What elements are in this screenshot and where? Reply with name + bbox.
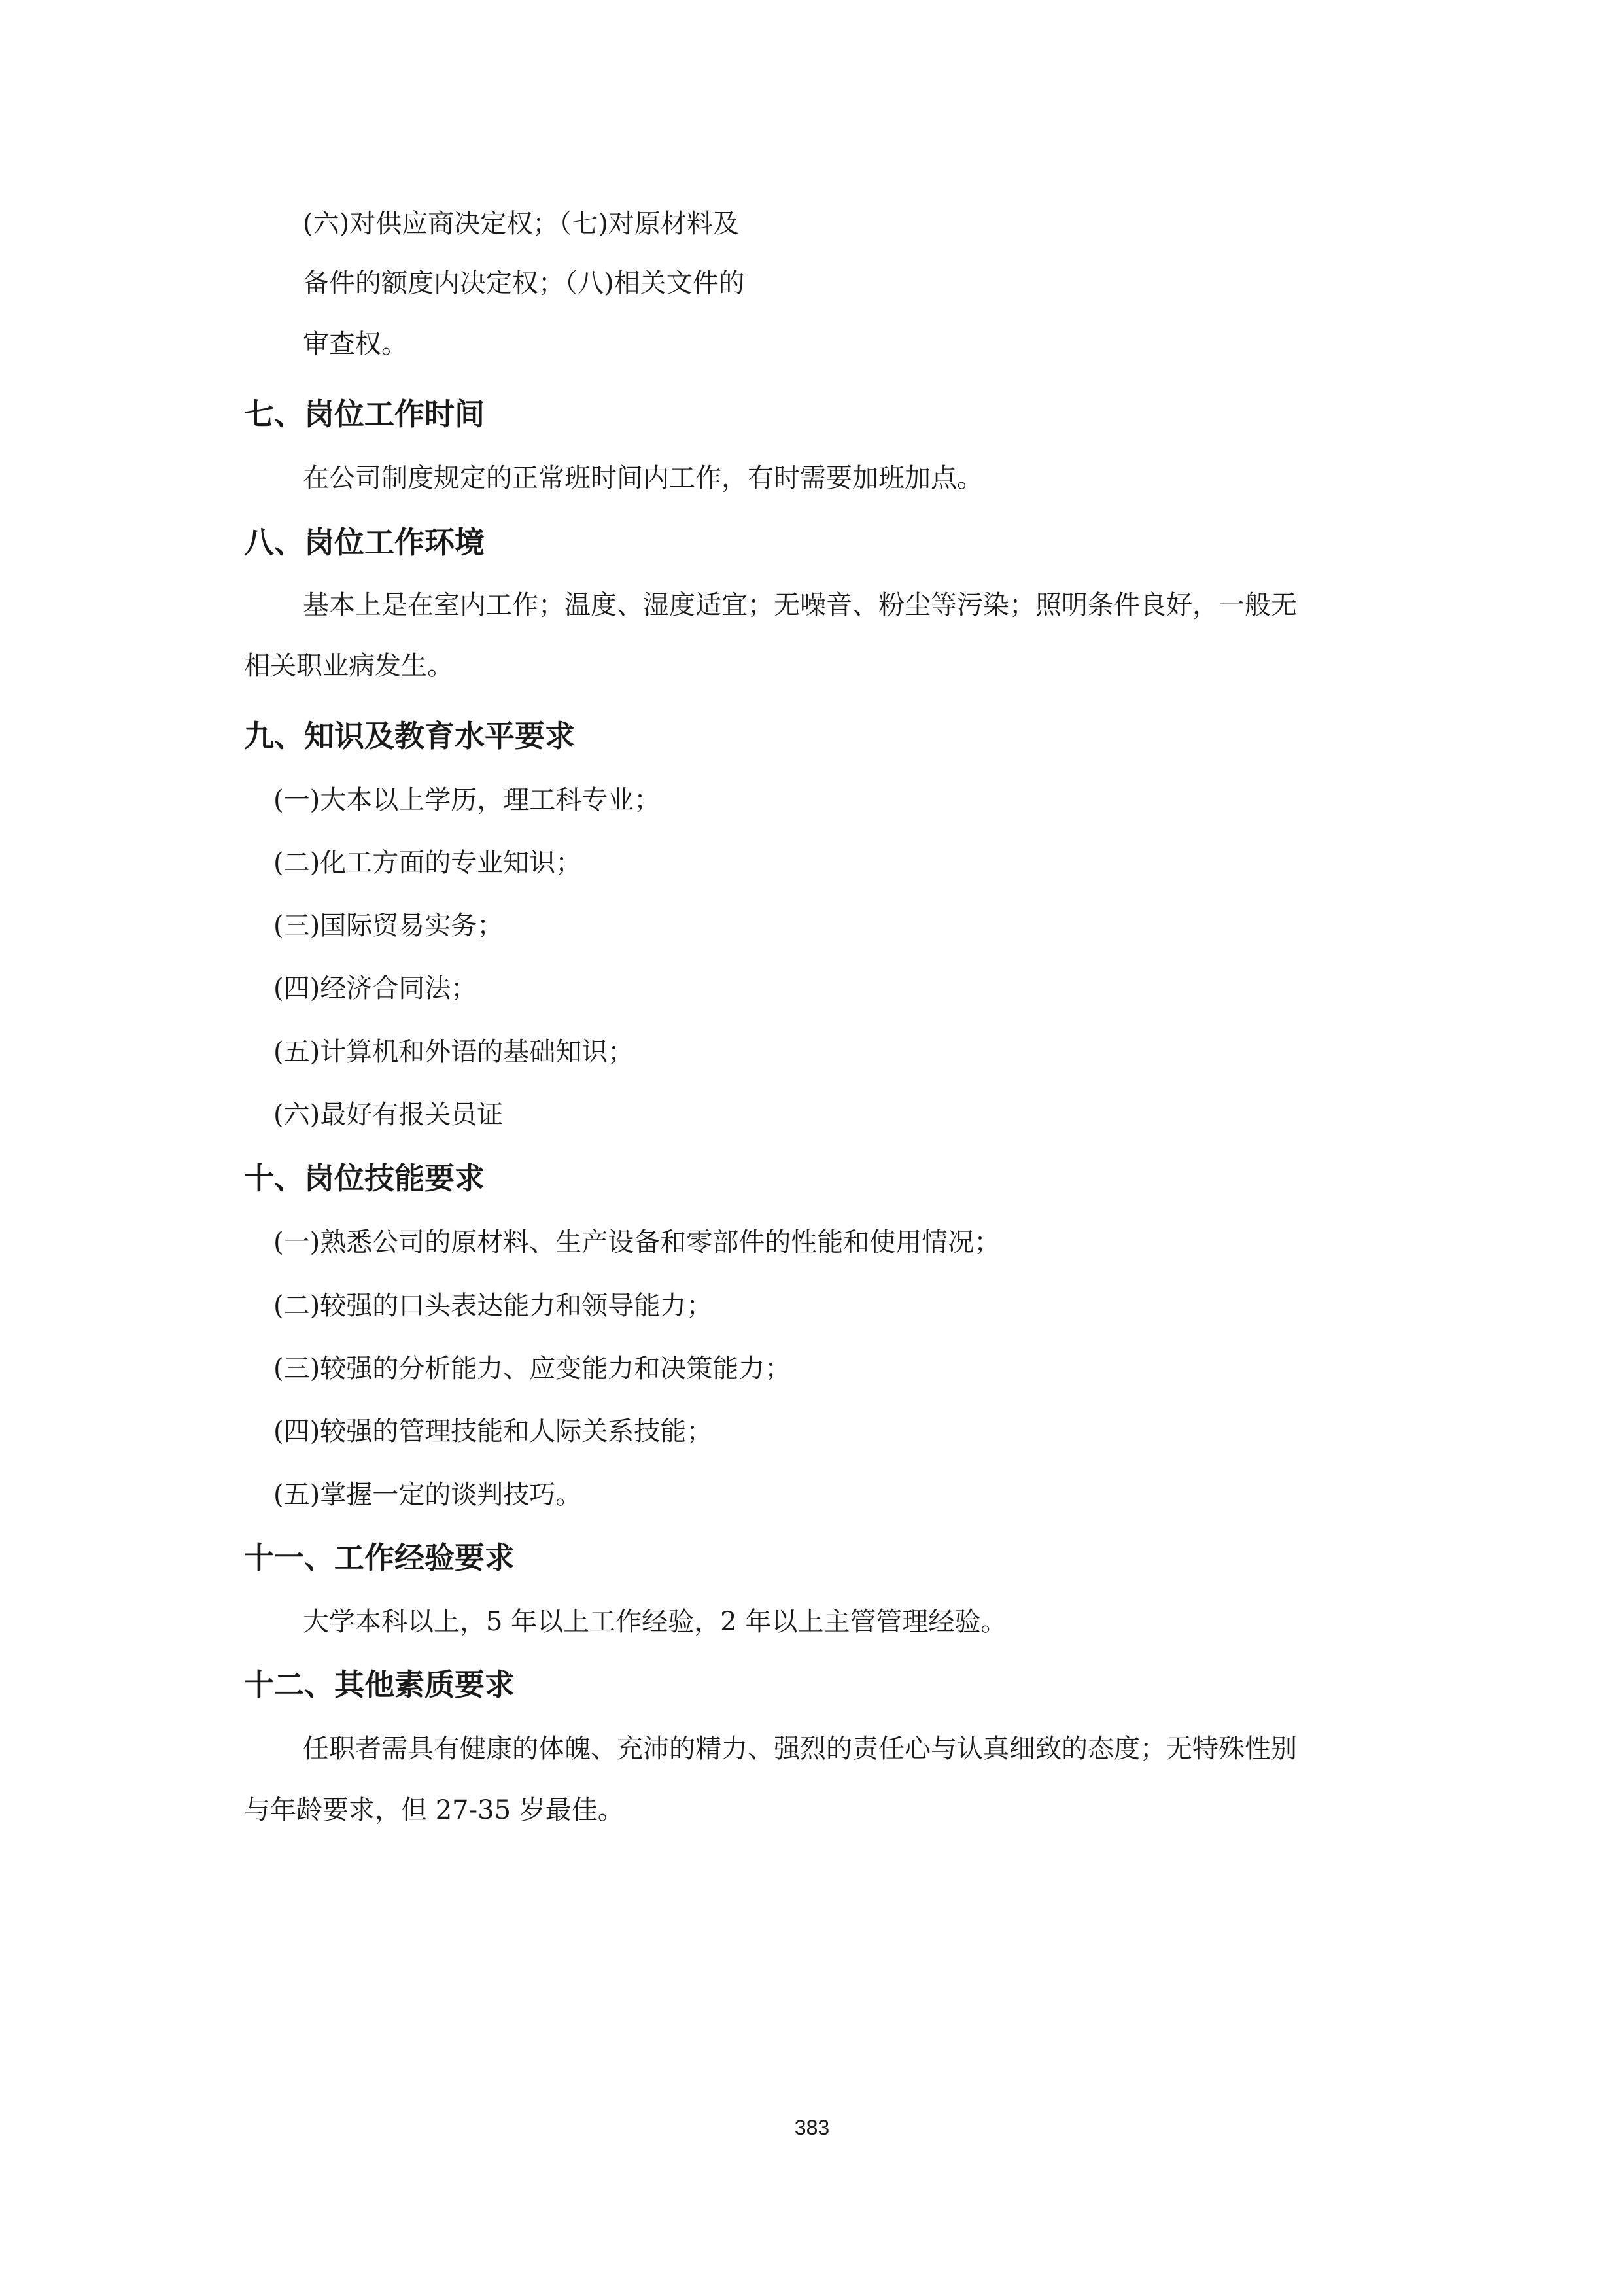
page-number: 383 xyxy=(794,2116,830,2139)
section-heading-education: 九、知识及教育水平要求 xyxy=(244,718,575,754)
other-qualities-body-line-1: 任职者需具有健康的体魄、充沛的精力、强烈的责任心与认真细致的态度；无特殊性别 xyxy=(303,1734,1297,1764)
section-heading-work-time: 七、岗位工作时间 xyxy=(244,396,485,432)
work-environment-body-line-2: 相关职业病发生。 xyxy=(244,651,453,681)
section-heading-skills: 十、岗位技能要求 xyxy=(244,1161,485,1196)
section-heading-experience: 十一、工作经验要求 xyxy=(244,1540,515,1575)
skills-item: (五)掌握一定的谈判技巧。 xyxy=(273,1480,582,1510)
education-item: (六)最好有报关员证 xyxy=(273,1100,504,1130)
work-environment-body-line-1: 基本上是在室内工作；温度、湿度适宜；无噪音、粉尘等污染；照明条件良好，一般无 xyxy=(303,590,1297,620)
skills-item: (二)较强的口头表达能力和领导能力； xyxy=(273,1291,713,1321)
work-time-body: 在公司制度规定的正常班时间内工作，有时需要加班加点。 xyxy=(303,463,983,493)
other-qualities-body-line-2: 与年龄要求，但 27-35 岁最佳。 xyxy=(244,1795,624,1825)
section-heading-work-environment: 八、岗位工作环境 xyxy=(244,525,485,560)
experience-body: 大学本科以上，5 年以上工作经验，2 年以上主管管理经验。 xyxy=(303,1607,1007,1637)
education-item: (四)经济合同法； xyxy=(273,973,477,1004)
section-heading-other-qualities: 十二、其他素质要求 xyxy=(244,1667,515,1702)
skills-item: (三)较强的分析能力、应变能力和决策能力； xyxy=(273,1354,791,1384)
education-item: (二)化工方面的专业知识； xyxy=(273,848,582,878)
education-item: (三)国际贸易实务； xyxy=(273,911,504,941)
education-item: (一)大本以上学历，理工科专业； xyxy=(273,785,661,815)
skills-item: (一)熟悉公司的原材料、生产设备和零部件的性能和使用情况； xyxy=(273,1227,1001,1257)
education-item: (五)计算机和外语的基础知识； xyxy=(273,1037,634,1067)
authority-line-1: (六)对供应商决定权；（七)对原材料及 xyxy=(303,209,739,239)
skills-item: (四)较强的管理技能和人际关系技能； xyxy=(273,1416,713,1446)
authority-line-2: 备件的额度内决定权；（八)相关文件的 xyxy=(303,268,745,298)
authority-line-3: 审查权。 xyxy=(303,329,407,359)
